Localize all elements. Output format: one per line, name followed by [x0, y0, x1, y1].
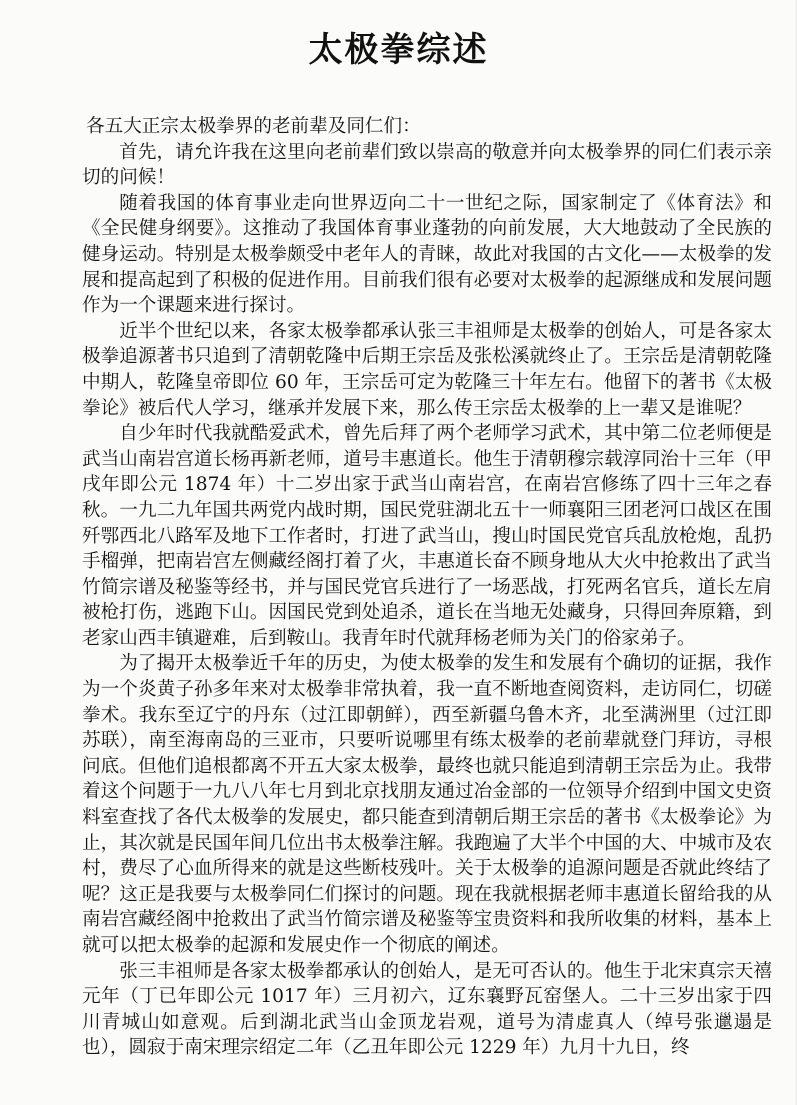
body-paragraph: 自少年时代我就酷爱武术，曾先后拜了两个老师学习武术，其中第二位老师便是武当山南岩宫道长杨再新老师，道号丰惠道长。他生于清朝穆宗载淳同治十三年（甲戌年即公元 1874 年）十二岁出家于武当山南岩宫，在南岩宫修练了四十三年之春秋。一九二九年国共两党内战时期，国民党驻湖北五十一师襄阳三团老河口战区在围歼鄂西北八路军及地下工作者时，打进了武当山，搜山时国民党官兵乱放枪炮，乱扔手榴弹，把南岩宫左侧藏经阁打着了火，丰惠道长奋不顾身地从大火中抢救出了武当竹简宗谱及秘鉴等经书，并与国民党官兵进行了一场恶战，打死两名官兵，道长左肩被枪打伤，逃跑下山。因国民党到处追杀，道长在当地无处藏身，只得回奔原籍，到老家山西丰镇避难，后到鞍山。我青年时代就拜杨老师为关门的俗家弟子。 — [82, 423, 772, 649]
document-title: 太极拳综述 — [308, 30, 489, 70]
salutation-paragraph: 各五大正宗太极拳界的老前辈及同仁们： — [86, 116, 421, 137]
body-paragraph: 张三丰祖师是各家太极拳都承认的创始人，是无可否认的。他生于北宋真宗天禧元年（丁已年即公元 1017 年）三月初六，辽东襄野瓦窑堡人。二十三岁出家于四川青城山如意观。后到湖北武当山金顶龙岩观，道号为清虚真人（绰号张邋遢是也），圆寂于南宋理宗绍定二年（乙丑年即公元 1229 年）九月十九日，终 — [82, 960, 772, 1059]
body-paragraph: 随着我国的体育事业走向世界迈向二十一世纪之际，国家制定了《体育法》和《全民健身纲要》。这推动了我国体育事业蓬勃的向前发展，大大地鼓动了全民族的健身运动。特别是太极拳颇受中老年人的青睐，故此对我国的古文化——太极拳的发展和提高起到了积极的促进作用。目前我们很有必要对太极拳的起源继成和发展问题作为一个课题来进行探讨。 — [82, 192, 772, 317]
body-paragraph: 为了揭开太极拳近千年的历史，为使太极拳的发生和发展有个确切的证据，我作为一个炎黄子孙多年来对太极拳非常执着，我一直不断地查阅资料，走访同仁，切磋拳术。我东至辽宁的丹东（过江即朝鲜），西至新疆乌鲁木齐，北至满洲里（过江即苏联），南至海南岛的三亚市，只要听说哪里有练太极拳的老前辈就登门拜访，寻根问底。但他们追根都离不开五大家太极拳，最终也就只能追到清朝王宗岳为止。我带着这个问题于一九八八年七月到北京找朋友通过冶金部的一位领导介绍到中国文史资料室查找了各代太极拳的发展史，都只能查到清朝后期王宗岳的著书《太极拳论》为止，其次就是民国年间几位出书太极拳注解。我跑遍了大半个中国的大、中城市及农村，费尽了心血所得来的就是这些断枝残叶。关于太极拳的追源问题是否就此终结了呢？这正是我要与太极拳同仁们探讨的问题。现在我就根据老师丰惠道长留给我的从南岩宫藏经阁中抢救出了武当竹简宗谱及秘鉴等宝贵资料和我所收集的材料，基本上就可以把太极拳的起源和发展史作一个彻底的阐述。 — [82, 653, 772, 956]
greeting-paragraph: 首先，请允许我在这里向老前辈们致以崇高的敬意并向太极拳界的同仁们表示亲切的问候！ — [82, 141, 772, 189]
document-body — [82, 114, 772, 1061]
body-paragraph: 近半个世纪以来，各家太极拳都承认张三丰祖师是太极拳的创始人，可是各家太极拳追源著书只追到了清朝乾隆中后期王宗岳及张松溪就终止了。王宗岳是清朝乾隆中期人，乾隆皇帝即位 60 年，王宗岳可定为乾隆三十年左右。他留下的著书《太极拳论》被后代人学习，继承并发展下来，那么传王宗岳太极拳的上一辈又是谁呢？ — [82, 320, 772, 419]
